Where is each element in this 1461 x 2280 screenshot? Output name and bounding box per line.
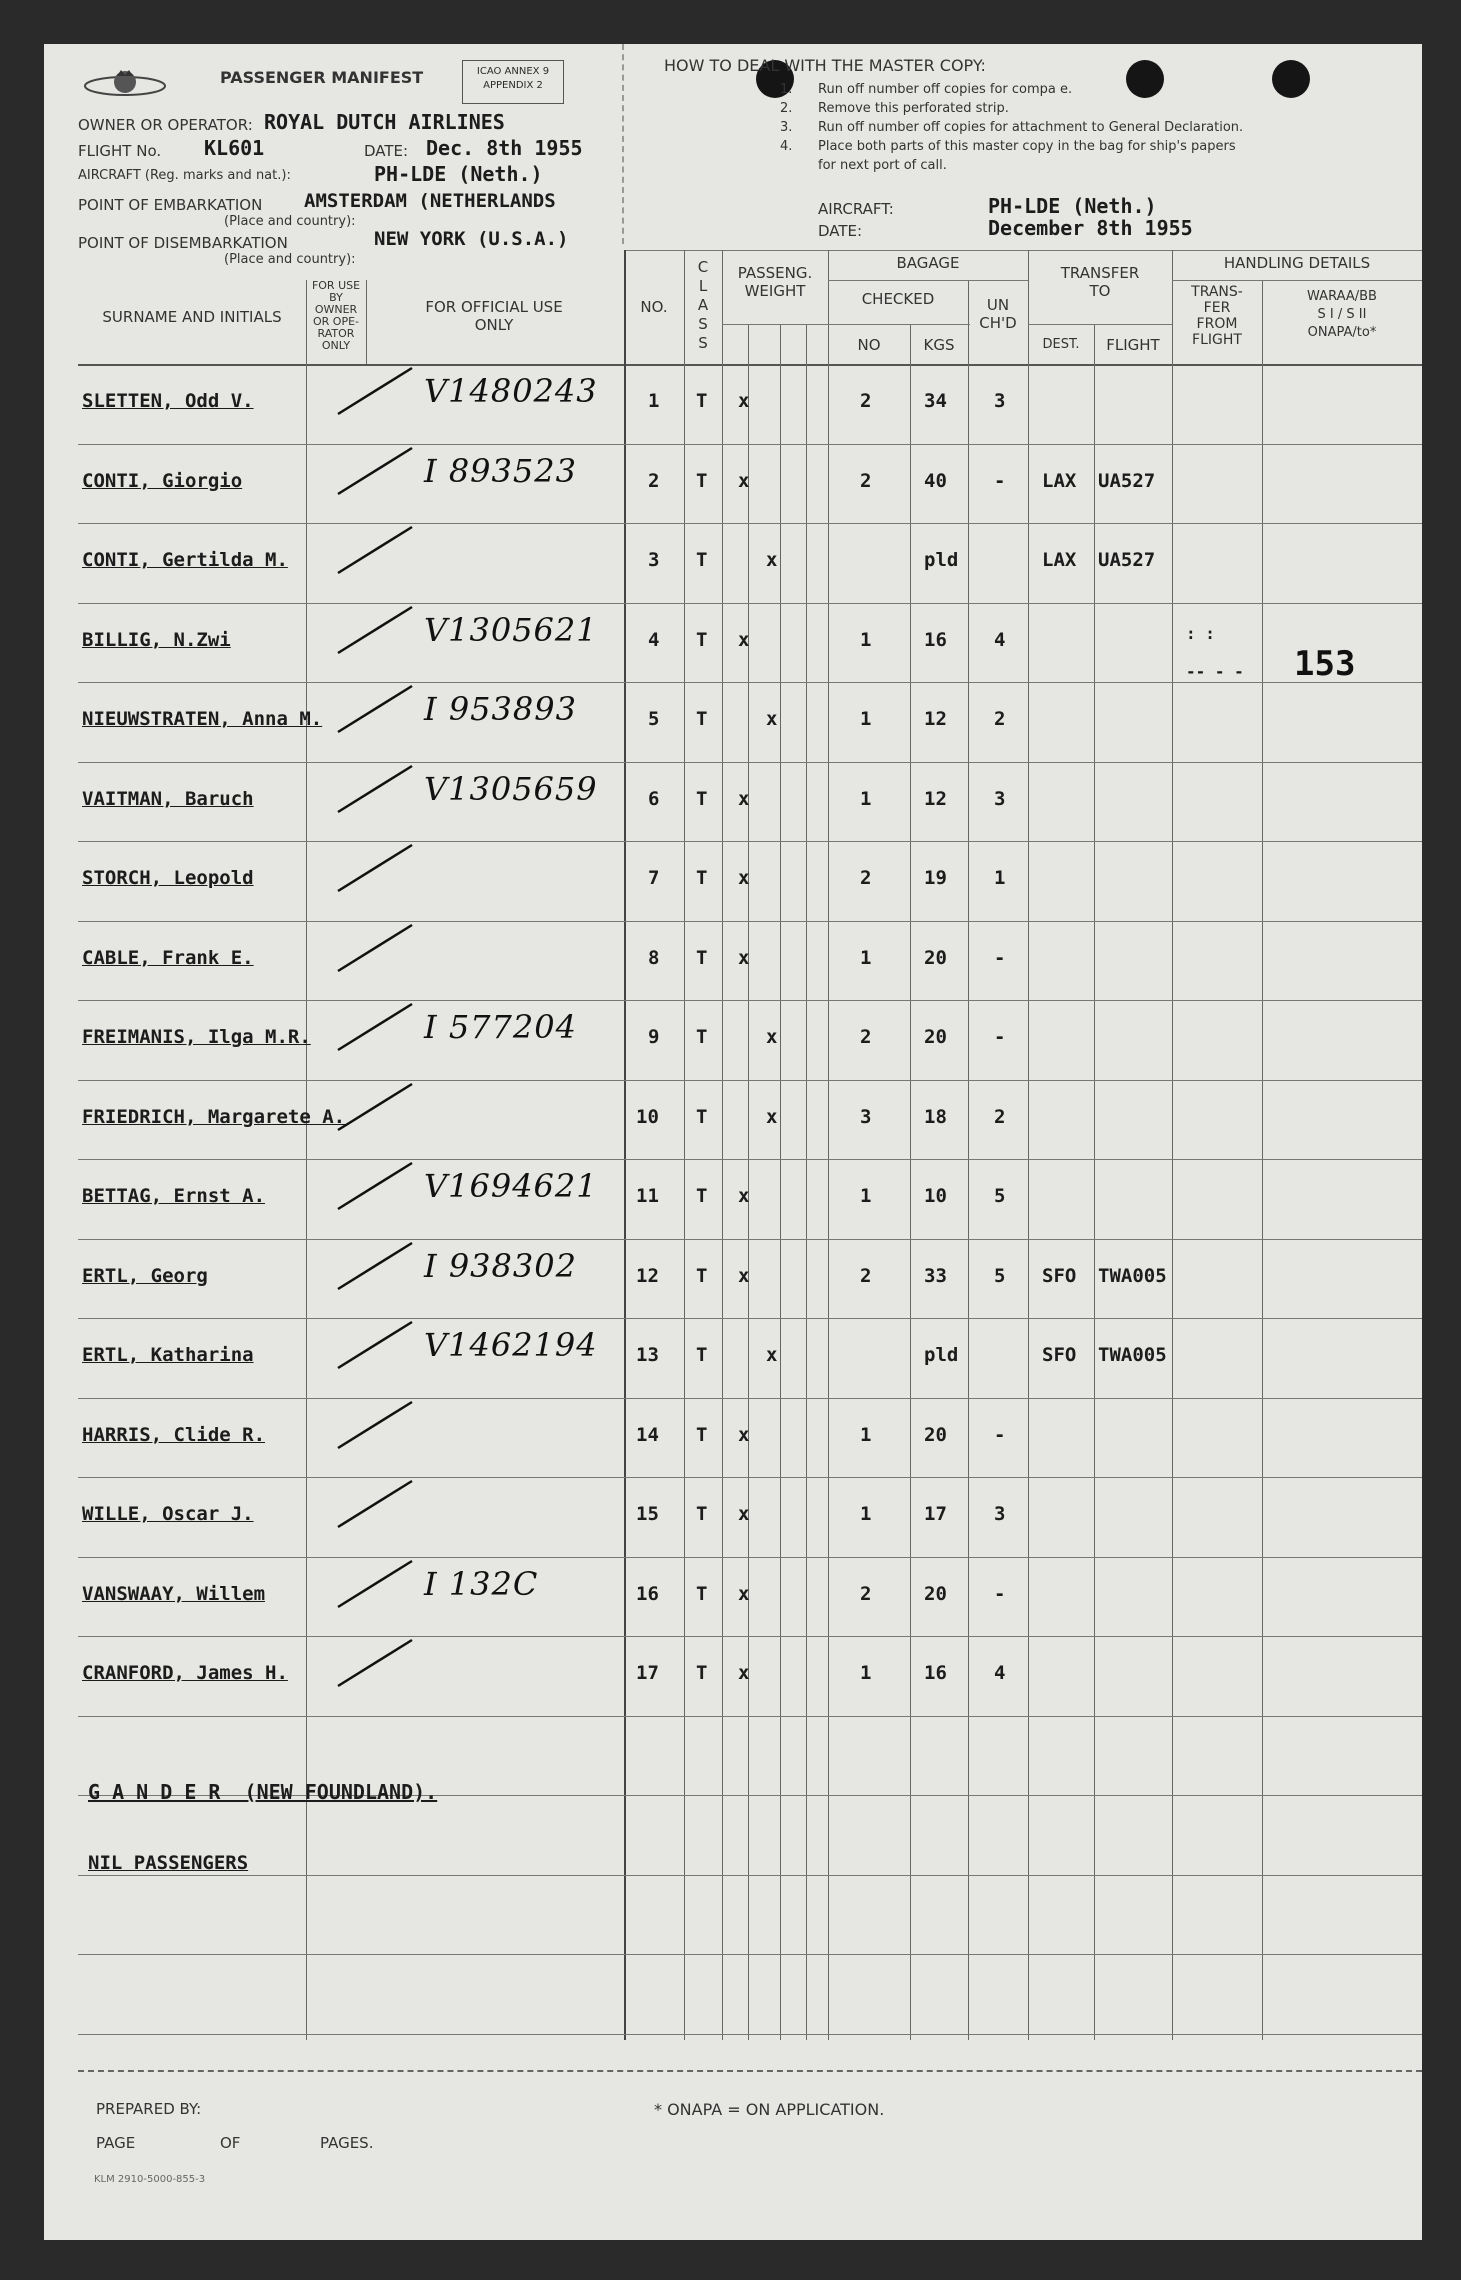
bagage-unchecked: 4 — [994, 628, 1006, 651]
passenger-name: STORCH, Leopold — [82, 867, 254, 889]
bagage-unchecked: - — [994, 469, 1006, 492]
bagage-checked-no: 2 — [860, 469, 872, 492]
bagage-checked-no: 2 — [860, 1264, 872, 1287]
row-separator — [78, 1636, 1422, 1637]
flight-label: FLIGHT No. — [78, 142, 162, 160]
bagage-kgs: pld — [924, 1344, 959, 1366]
official-use-number: V1694621 — [424, 1167, 598, 1205]
table-row — [44, 1559, 1422, 1639]
header-surname: SURNAME AND INITIALS — [102, 308, 282, 326]
bagage-unchecked: 3 — [994, 390, 1006, 412]
passenger-name: VANSWAAY, Willem — [82, 1582, 266, 1605]
icao-box — [462, 60, 564, 104]
transfer-dest: LAX — [1042, 469, 1077, 492]
header-subline — [1028, 324, 1172, 325]
official-use-number: I 577204 — [424, 1008, 577, 1046]
check-stroke-icon — [330, 680, 420, 740]
embark-sub: (Place and country): — [224, 214, 356, 229]
handling-dashes: -- - - — [1186, 662, 1244, 681]
instruction-item: 3. Run off number off copies for attachment to General Declaration. — [780, 120, 1244, 135]
row-separator — [78, 762, 1422, 763]
passenger-class: T — [696, 867, 708, 889]
passenger-weight: x — [738, 390, 750, 412]
table-top-border — [624, 250, 1422, 251]
passenger-weight: x — [738, 1662, 750, 1684]
onapa-note: * ONAPA = ON APPLICATION. — [654, 2100, 885, 2119]
passenger-name: FRIEDRICH, Margarete A. — [82, 1105, 346, 1128]
stamp-number: 153 — [1294, 644, 1356, 684]
bagage-unchecked: 2 — [994, 1105, 1006, 1128]
row-separator — [78, 1398, 1422, 1399]
header-flight: FLIGHT — [1106, 336, 1160, 354]
header-no: NO. — [640, 298, 668, 316]
disembark-label: POINT OF DISEMBARKATION — [78, 234, 288, 252]
passenger-class: T — [696, 1026, 708, 1048]
check-stroke-icon — [330, 998, 420, 1058]
header-checked: CHECKED — [861, 290, 935, 308]
form-code: KLM 2910-5000-855-3 — [94, 2174, 206, 2185]
passenger-class: T — [696, 787, 708, 810]
row-separator — [78, 1875, 1422, 1876]
row-separator — [78, 1318, 1422, 1319]
aircraft2-value: PH-LDE (Neth.) — [988, 194, 1157, 218]
bagage-unchecked: - — [994, 1026, 1006, 1048]
bagage-kgs: 12 — [924, 787, 947, 810]
passenger-no: 2 — [648, 469, 660, 492]
bagage-unchecked: 3 — [994, 1503, 1006, 1525]
bagage-unchecked: - — [994, 1423, 1006, 1446]
passenger-no: 1 — [648, 390, 660, 412]
passenger-class: T — [696, 469, 708, 492]
bagage-checked-no: 2 — [860, 390, 872, 412]
table-row — [44, 923, 1422, 1003]
passenger-class: T — [696, 549, 708, 571]
bagage-kgs: 17 — [924, 1503, 947, 1525]
bagage-checked-no: 1 — [860, 946, 872, 969]
disembark-value: NEW YORK (U.S.A.) — [374, 228, 569, 250]
icao-line-2: APPENDIX 2 — [483, 80, 543, 91]
table-row — [44, 1082, 1422, 1162]
check-stroke-icon — [330, 1634, 420, 1694]
check-stroke-icon — [330, 1475, 420, 1535]
instruction-item: 1. Run off number off copies for compa e. — [780, 82, 1073, 97]
passenger-class: T — [696, 1423, 708, 1446]
official-use-number: V1305621 — [424, 610, 598, 649]
passenger-weight: x — [766, 1105, 778, 1128]
transfer-flight: TWA005 — [1098, 1264, 1167, 1287]
page-label: PAGE — [96, 2134, 136, 2152]
passenger-weight: x — [738, 628, 750, 651]
passenger-name: BETTAG, Ernst A. — [82, 1185, 266, 1207]
passenger-no: 11 — [636, 1185, 659, 1207]
table-row — [44, 1479, 1422, 1559]
row-separator — [78, 523, 1422, 524]
passenger-weight: x — [738, 946, 750, 969]
date2-label: DATE: — [818, 222, 863, 240]
header-passeng: PASSENG. WEIGHT — [737, 264, 813, 300]
passenger-name: CONTI, Giorgio — [82, 469, 243, 492]
table-row — [44, 1638, 1422, 1718]
check-stroke-icon — [330, 362, 420, 422]
bagage-checked-no: 3 — [860, 1105, 872, 1128]
passenger-no: 13 — [636, 1344, 659, 1366]
row-separator — [78, 921, 1422, 922]
passenger-weight: x — [738, 1423, 750, 1446]
passenger-class: T — [696, 1185, 708, 1207]
passenger-weight: x — [738, 787, 750, 810]
disembark-sub: (Place and country): — [224, 252, 356, 267]
passenger-weight: x — [738, 469, 750, 492]
table-row — [44, 446, 1422, 526]
bagage-unchecked: - — [994, 1582, 1006, 1605]
bagage-kgs: 16 — [924, 628, 947, 651]
header-bagage: BAGAGE — [896, 254, 960, 272]
row-separator — [78, 603, 1422, 604]
check-stroke-icon — [330, 1396, 420, 1456]
table-row — [44, 1161, 1422, 1241]
official-use-number: I 953893 — [424, 690, 577, 728]
passenger-weight: x — [766, 1344, 778, 1366]
row-separator — [78, 1159, 1422, 1160]
check-stroke-icon — [330, 1157, 420, 1217]
bagage-unchecked: 1 — [994, 867, 1006, 889]
embark-value: AMSTERDAM (NETHERLANDS — [304, 190, 556, 212]
bagage-checked-no: 1 — [860, 787, 872, 810]
instructions-list — [780, 80, 1243, 175]
header-owner-use: FOR USE BY OWNER OR OPE- RATOR ONLY — [311, 279, 361, 352]
bagage-kgs: 33 — [924, 1264, 947, 1287]
bagage-checked-no: 1 — [860, 628, 872, 651]
passenger-name: NIEUWSTRATEN, Anna M. — [82, 708, 323, 730]
check-stroke-icon — [330, 760, 420, 820]
row-separator — [78, 682, 1422, 683]
bagage-unchecked: 5 — [994, 1264, 1006, 1287]
bagage-kgs: 20 — [924, 1026, 947, 1048]
check-stroke-icon — [330, 601, 420, 661]
bagage-checked-no: 1 — [860, 1185, 872, 1207]
transfer-dest: SFO — [1042, 1344, 1077, 1366]
passenger-name: SLETTEN, Odd V. — [82, 390, 254, 412]
bagage-unchecked: 2 — [994, 708, 1006, 730]
owner-value: ROYAL DUTCH AIRLINES — [264, 110, 505, 134]
row-separator — [78, 1557, 1422, 1558]
check-stroke-icon — [330, 1078, 420, 1138]
transfer-flight: UA527 — [1098, 549, 1156, 571]
passenger-name: CABLE, Frank E. — [82, 946, 254, 969]
passenger-class: T — [696, 1344, 708, 1366]
passenger-no: 6 — [648, 787, 660, 810]
bagage-kgs: 20 — [924, 1423, 947, 1446]
passenger-no: 12 — [636, 1264, 659, 1287]
handling-dots: : : — [1186, 624, 1215, 643]
passenger-no: 14 — [636, 1423, 659, 1446]
passenger-class: T — [696, 708, 708, 730]
passenger-no: 10 — [636, 1105, 659, 1128]
prepared-by-label: PREPARED BY: — [96, 2100, 202, 2118]
check-stroke-icon — [330, 1237, 420, 1297]
header-transfer-from: TRANS- FER FROM FLIGHT — [1191, 284, 1243, 348]
bagage-unchecked: 3 — [994, 787, 1006, 810]
instructions-heading: HOW TO DEAL WITH THE MASTER COPY: — [664, 56, 986, 75]
row-separator — [78, 1477, 1422, 1478]
passenger-name: ERTL, Katharina — [82, 1344, 254, 1366]
passenger-no: 9 — [648, 1026, 660, 1048]
header-class: C L A S S — [697, 258, 709, 352]
bagage-checked-no: 1 — [860, 1503, 872, 1525]
table-row — [44, 1002, 1422, 1082]
table-row — [44, 843, 1422, 923]
pages-label: PAGES. — [320, 2134, 374, 2152]
bagage-checked-no: 1 — [860, 708, 872, 730]
passenger-class: T — [696, 1264, 708, 1287]
transfer-flight: UA527 — [1098, 469, 1156, 492]
transfer-dest: LAX — [1042, 549, 1077, 571]
check-stroke-icon — [330, 1555, 420, 1615]
header-handling: HANDLING DETAILS — [1223, 254, 1371, 272]
check-stroke-icon — [330, 521, 420, 581]
official-use-number: V1305659 — [424, 769, 598, 808]
row-separator — [78, 2034, 1422, 2035]
header-subline — [1172, 280, 1422, 281]
passenger-name: CRANFORD, James H. — [82, 1662, 288, 1684]
table-row — [44, 764, 1422, 844]
passenger-class: T — [696, 390, 708, 412]
bagage-kgs: 16 — [924, 1662, 947, 1684]
official-use-number: I 893523 — [424, 451, 577, 490]
row-separator — [78, 444, 1422, 445]
bagage-kgs: 12 — [924, 708, 947, 730]
bagage-checked-no: 2 — [860, 1026, 872, 1048]
header-checked-kgs: KGS — [923, 336, 955, 354]
table-row — [44, 1320, 1422, 1400]
official-use-number: V1480243 — [424, 372, 598, 410]
check-stroke-icon — [330, 839, 420, 899]
aircraft-value: PH-LDE (Neth.) — [374, 162, 543, 186]
passenger-name: HARRIS, Clide R. — [82, 1423, 266, 1446]
passenger-weight: x — [738, 1264, 750, 1287]
check-stroke-icon — [330, 442, 420, 502]
passenger-name: ERTL, Georg — [82, 1264, 208, 1287]
header-subline — [828, 280, 1028, 281]
header-subline — [722, 324, 828, 325]
header-checked-no: NO — [857, 336, 881, 354]
footer-line — [78, 2070, 1422, 2072]
header-official: FOR OFFICIAL USE ONLY — [425, 298, 563, 334]
row-separator — [78, 1716, 1422, 1717]
passenger-weight: x — [738, 867, 750, 889]
table-row — [44, 366, 1422, 446]
passenger-weight: x — [738, 1503, 750, 1525]
row-separator — [78, 1239, 1422, 1240]
passenger-name: BILLIG, N.Zwi — [82, 628, 231, 651]
bagage-unchecked: 5 — [994, 1185, 1006, 1207]
passenger-no: 5 — [648, 708, 660, 730]
klm-crown-logo-icon — [80, 64, 170, 104]
bagage-kgs: 18 — [924, 1105, 947, 1128]
passenger-class: T — [696, 946, 708, 969]
bagage-kgs: 19 — [924, 867, 947, 889]
instruction-item: 2. Remove this perforated strip. — [780, 101, 1009, 116]
passenger-no: 15 — [636, 1503, 659, 1525]
passenger-class: T — [696, 1503, 708, 1525]
owner-label: OWNER OR OPERATOR: — [78, 116, 253, 134]
embark-label: POINT OF EMBARKATION — [78, 196, 263, 214]
check-stroke-icon — [330, 1316, 420, 1376]
passenger-weight: x — [766, 1026, 778, 1048]
table-row — [44, 1241, 1422, 1321]
aircraft-label: AIRCRAFT (Reg. marks and nat.): — [78, 168, 291, 183]
passenger-no: 17 — [636, 1662, 659, 1684]
bagage-checked-no: 1 — [860, 1423, 872, 1446]
bagage-kgs: 10 — [924, 1185, 947, 1207]
check-stroke-icon — [330, 919, 420, 979]
table-row — [44, 684, 1422, 764]
instruction-item: for next port of call. — [818, 158, 947, 173]
instruction-item: 4. Place both parts of this master copy in the bag for ship's papers — [780, 139, 1236, 154]
bagage-unchecked: - — [994, 946, 1006, 969]
punch-hole — [1272, 60, 1310, 98]
transfer-dest: SFO — [1042, 1264, 1077, 1287]
passenger-name: WILLE, Oscar J. — [82, 1503, 254, 1525]
passenger-no: 3 — [648, 549, 660, 571]
passenger-class: T — [696, 1662, 708, 1684]
passenger-no: 4 — [648, 628, 660, 651]
nil-line: NIL PASSENGERS — [88, 1852, 249, 1874]
row-separator — [78, 1954, 1422, 1955]
bagage-kgs: 20 — [924, 1582, 947, 1605]
official-use-number: I 938302 — [424, 1246, 577, 1285]
header-unchd: UN CH'D — [979, 296, 1017, 332]
passenger-weight: x — [738, 1582, 750, 1605]
date-value: Dec. 8th 1955 — [426, 136, 583, 160]
passenger-class: T — [696, 1582, 708, 1605]
passenger-name: CONTI, Gertilda M. — [82, 549, 288, 571]
of-label: OF — [220, 2134, 241, 2152]
table-row — [44, 1400, 1422, 1480]
date-label: DATE: — [364, 142, 409, 160]
passenger-weight: x — [766, 708, 778, 730]
bagage-kgs: 34 — [924, 390, 947, 412]
aircraft2-label: AIRCRAFT: — [818, 200, 894, 218]
passenger-name: VAITMAN, Baruch — [82, 787, 254, 810]
passenger-class: T — [696, 628, 708, 651]
flight-value: KL601 — [204, 136, 265, 160]
row-separator — [78, 1080, 1422, 1081]
header-subline — [828, 324, 970, 325]
manifest-sheet — [44, 44, 1422, 2240]
header-transfer: TRANSFER TO — [1060, 264, 1140, 300]
bagage-kgs: 20 — [924, 946, 947, 969]
passenger-no: 16 — [636, 1582, 659, 1605]
bagage-checked-no: 2 — [860, 1582, 872, 1605]
passenger-no: 8 — [648, 946, 660, 969]
passenger-weight: x — [738, 1185, 750, 1207]
official-use-number: I 132C — [424, 1564, 539, 1603]
header-waraa: WARAA/BB S I / S II ONAPA/to* — [1307, 289, 1377, 340]
form-title: PASSENGER MANIFEST — [220, 68, 424, 87]
table-row — [44, 525, 1422, 605]
bagage-checked-no: 2 — [860, 867, 872, 889]
passenger-weight: x — [766, 549, 778, 571]
icao-line-1: ICAO ANNEX 9 — [476, 66, 550, 77]
bagage-checked-no: 1 — [860, 1662, 872, 1684]
bagage-kgs: 40 — [924, 469, 947, 492]
perforation-line — [622, 44, 624, 244]
official-use-number: V1462194 — [424, 1326, 598, 1364]
row-separator — [78, 841, 1422, 842]
passenger-no: 7 — [648, 867, 660, 889]
bagage-unchecked: 4 — [994, 1662, 1006, 1684]
passenger-name: FREIMANIS, Ilga M.R. — [82, 1026, 311, 1048]
col-line — [366, 280, 367, 364]
transfer-flight: TWA005 — [1098, 1344, 1167, 1366]
row-separator — [78, 1000, 1422, 1001]
bagage-kgs: pld — [924, 549, 959, 571]
gander-line: G A N D E R (NEW FOUNDLAND). — [88, 1780, 438, 1804]
passenger-class: T — [696, 1105, 708, 1128]
date2-value: December 8th 1955 — [988, 216, 1193, 240]
header-dest: DEST. — [1042, 337, 1080, 352]
